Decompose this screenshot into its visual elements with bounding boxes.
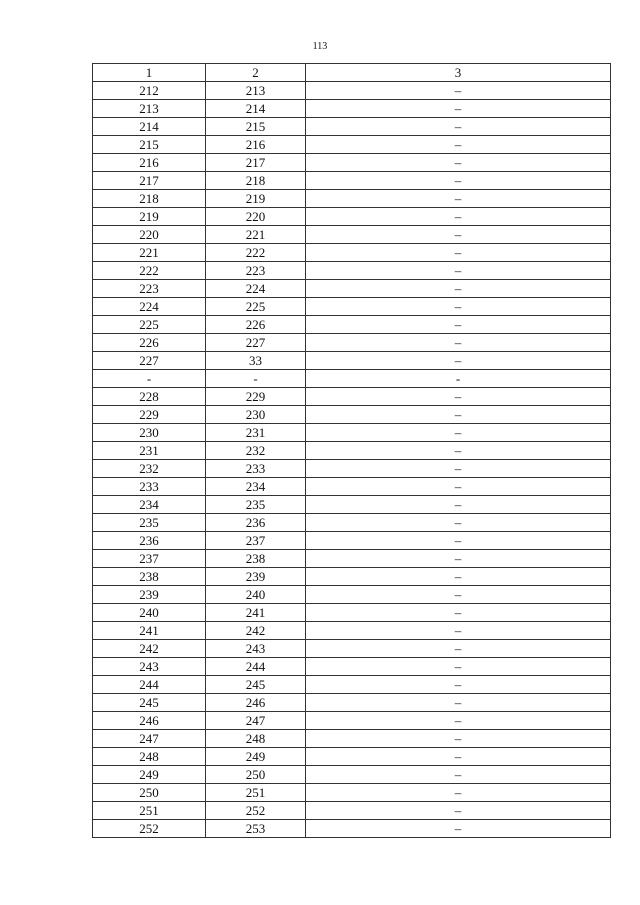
table-cell-col-2: 219 — [206, 190, 306, 208]
table-cell-col-3: – — [306, 478, 611, 496]
page-number: 113 — [312, 41, 328, 52]
table-cell-col-1: 226 — [93, 334, 206, 352]
table-cell-col-1: 235 — [93, 514, 206, 532]
data-table — [92, 63, 611, 838]
table-cell-col-3: – — [306, 226, 611, 244]
table-cell-col-2: 240 — [206, 586, 306, 604]
table-cell-col-3: – — [306, 532, 611, 550]
table-cell-col-3: – — [306, 550, 611, 568]
table-cell-col-2: 253 — [206, 820, 306, 838]
table-cell-col-3: – — [306, 640, 611, 658]
table-cell-col-3: – — [306, 280, 611, 298]
table-cell-col-2: 229 — [206, 388, 306, 406]
table-cell-col-3: – — [306, 352, 611, 370]
table-cell-col-1: 219 — [93, 208, 206, 226]
table-cell-col-2: 233 — [206, 460, 306, 478]
table-cell-col-2: 220 — [206, 208, 306, 226]
table-cell-col-1: 230 — [93, 424, 206, 442]
table-cell-col-3: – — [306, 766, 611, 784]
table-cell-col-1: 221 — [93, 244, 206, 262]
table-cell-col-3: – — [306, 784, 611, 802]
table-cell-col-3: – — [306, 712, 611, 730]
table-cell-col-3: – — [306, 118, 611, 136]
table-cell-col-1: 225 — [93, 316, 206, 334]
table-cell-col-1: 216 — [93, 154, 206, 172]
table-cell-col-1: 240 — [93, 604, 206, 622]
table-row — [93, 406, 611, 424]
table-cell-col-2: 231 — [206, 424, 306, 442]
table-cell-col-1: 214 — [93, 118, 206, 136]
table-cell-col-3: - — [306, 370, 611, 388]
table-row — [93, 694, 611, 712]
table-cell-col-2: 238 — [206, 550, 306, 568]
table-cell-col-2: 225 — [206, 298, 306, 316]
table-row — [93, 802, 611, 820]
table-row — [93, 82, 611, 100]
table-row — [93, 478, 611, 496]
table-cell-col-1: 233 — [93, 478, 206, 496]
table-cell-col-2: 226 — [206, 316, 306, 334]
table-row — [93, 298, 611, 316]
table-cell-col-2: 232 — [206, 442, 306, 460]
table-row — [93, 748, 611, 766]
table-row — [93, 514, 611, 532]
table-row — [93, 442, 611, 460]
table-cell-col-3: – — [306, 172, 611, 190]
table-row — [93, 136, 611, 154]
table-cell-col-3: – — [306, 208, 611, 226]
table-cell-col-1: 245 — [93, 694, 206, 712]
table-cell-col-2: 217 — [206, 154, 306, 172]
table-row — [93, 100, 611, 118]
table-cell-col-1: 236 — [93, 532, 206, 550]
table-row — [93, 370, 611, 388]
table-cell-col-1: 224 — [93, 298, 206, 316]
table-cell-col-3: – — [306, 460, 611, 478]
table-cell-col-3: – — [306, 586, 611, 604]
table-cell-col-2: 221 — [206, 226, 306, 244]
table-cell-col-2: 224 — [206, 280, 306, 298]
table-cell-col-3: – — [306, 694, 611, 712]
table-cell-col-3: – — [306, 100, 611, 118]
table-cell-col-3: – — [306, 388, 611, 406]
table-cell-col-2: 245 — [206, 676, 306, 694]
table-row — [93, 622, 611, 640]
table-cell-col-2: 246 — [206, 694, 306, 712]
table-cell-col-2: 230 — [206, 406, 306, 424]
table-cell-col-2: 235 — [206, 496, 306, 514]
table-row — [93, 640, 611, 658]
table-cell-col-1: 246 — [93, 712, 206, 730]
table-cell-col-3: – — [306, 658, 611, 676]
table-cell-col-3: – — [306, 298, 611, 316]
table-cell-col-1: 222 — [93, 262, 206, 280]
table-cell-col-1: 248 — [93, 748, 206, 766]
table-cell-col-2: 216 — [206, 136, 306, 154]
table-cell-col-1: 244 — [93, 676, 206, 694]
table-row — [93, 352, 611, 370]
table-row — [93, 334, 611, 352]
table-row — [93, 550, 611, 568]
table-row — [93, 604, 611, 622]
table-row — [93, 118, 611, 136]
table-cell-col-3: – — [306, 406, 611, 424]
table-row — [93, 712, 611, 730]
table-cell-col-3: – — [306, 622, 611, 640]
table-cell-col-1: 212 — [93, 82, 206, 100]
table-cell-col-3: – — [306, 442, 611, 460]
table-cell-col-3: – — [306, 676, 611, 694]
table-cell-col-2: 251 — [206, 784, 306, 802]
table-cell-col-1: 243 — [93, 658, 206, 676]
table-cell-col-1: 238 — [93, 568, 206, 586]
table-cell-col-1: 227 — [93, 352, 206, 370]
table-cell-col-1: 234 — [93, 496, 206, 514]
table-cell-col-2: 241 — [206, 604, 306, 622]
table-row — [93, 784, 611, 802]
table-row — [93, 496, 611, 514]
table-cell-col-1: 232 — [93, 460, 206, 478]
table-cell-col-3: – — [306, 514, 611, 532]
table-cell-col-2: 214 — [206, 100, 306, 118]
table-row — [93, 280, 611, 298]
table-cell-col-2: 237 — [206, 532, 306, 550]
table-cell-col-3: – — [306, 568, 611, 586]
table-body — [93, 82, 611, 838]
table-row — [93, 226, 611, 244]
table-cell-col-1: 241 — [93, 622, 206, 640]
table-cell-col-3: – — [306, 334, 611, 352]
table-cell-col-3: – — [306, 424, 611, 442]
table-row — [93, 244, 611, 262]
table-cell-col-1: - — [93, 370, 206, 388]
table-cell-col-1: 252 — [93, 820, 206, 838]
table-cell-col-3: – — [306, 730, 611, 748]
table-cell-col-2: 248 — [206, 730, 306, 748]
header-row — [93, 64, 611, 82]
table-row — [93, 730, 611, 748]
table-cell-col-1: 228 — [93, 388, 206, 406]
table-cell-col-1: 231 — [93, 442, 206, 460]
table-cell-col-2: 234 — [206, 478, 306, 496]
table-cell-col-2: - — [206, 370, 306, 388]
table-row — [93, 658, 611, 676]
table-cell-col-3: – — [306, 604, 611, 622]
table-cell-col-3: – — [306, 190, 611, 208]
table-cell-col-2: 244 — [206, 658, 306, 676]
table-cell-col-2: 242 — [206, 622, 306, 640]
table-row — [93, 316, 611, 334]
table-cell-col-2: 239 — [206, 568, 306, 586]
table-cell-col-1: 250 — [93, 784, 206, 802]
table-cell-col-3: – — [306, 748, 611, 766]
table-cell-col-1: 218 — [93, 190, 206, 208]
table-cell-col-2: 236 — [206, 514, 306, 532]
table-row — [93, 424, 611, 442]
table-cell-col-2: 223 — [206, 262, 306, 280]
table-cell-col-1: 249 — [93, 766, 206, 784]
table-row — [93, 154, 611, 172]
table-cell-col-3: – — [306, 820, 611, 838]
table-cell-col-1: 251 — [93, 802, 206, 820]
table-cell-col-2: 243 — [206, 640, 306, 658]
table-row — [93, 208, 611, 226]
table-cell-col-2: 33 — [206, 352, 306, 370]
table-cell-col-1: 239 — [93, 586, 206, 604]
table-row — [93, 190, 611, 208]
table-row — [93, 766, 611, 784]
table-cell-col-1: 220 — [93, 226, 206, 244]
column-header-3: 3 — [306, 64, 611, 82]
table-row — [93, 262, 611, 280]
table-cell-col-2: 252 — [206, 802, 306, 820]
table-cell-col-2: 227 — [206, 334, 306, 352]
table-cell-col-2: 213 — [206, 82, 306, 100]
table-row — [93, 388, 611, 406]
table-row — [93, 586, 611, 604]
table-row — [93, 568, 611, 586]
table-cell-col-3: – — [306, 316, 611, 334]
table-cell-col-2: 218 — [206, 172, 306, 190]
table-cell-col-2: 247 — [206, 712, 306, 730]
column-header-2: 2 — [206, 64, 306, 82]
table-cell-col-2: 249 — [206, 748, 306, 766]
table-header — [93, 64, 611, 82]
table-cell-col-1: 215 — [93, 136, 206, 154]
table-row — [93, 676, 611, 694]
data-table-container — [92, 63, 610, 838]
table-cell-col-1: 213 — [93, 100, 206, 118]
table-row — [93, 460, 611, 478]
table-cell-col-1: 229 — [93, 406, 206, 424]
table-cell-col-3: – — [306, 244, 611, 262]
table-cell-col-3: – — [306, 136, 611, 154]
table-cell-col-2: 250 — [206, 766, 306, 784]
table-row — [93, 172, 611, 190]
table-cell-col-1: 223 — [93, 280, 206, 298]
table-row — [93, 532, 611, 550]
table-cell-col-2: 215 — [206, 118, 306, 136]
column-header-1: 1 — [93, 64, 206, 82]
table-cell-col-3: – — [306, 802, 611, 820]
table-cell-col-1: 242 — [93, 640, 206, 658]
table-cell-col-3: – — [306, 262, 611, 280]
table-cell-col-2: 222 — [206, 244, 306, 262]
table-cell-col-1: 237 — [93, 550, 206, 568]
table-cell-col-1: 247 — [93, 730, 206, 748]
table-cell-col-3: – — [306, 496, 611, 514]
table-cell-col-3: – — [306, 154, 611, 172]
table-cell-col-3: – — [306, 82, 611, 100]
table-cell-col-1: 217 — [93, 172, 206, 190]
table-row — [93, 820, 611, 838]
